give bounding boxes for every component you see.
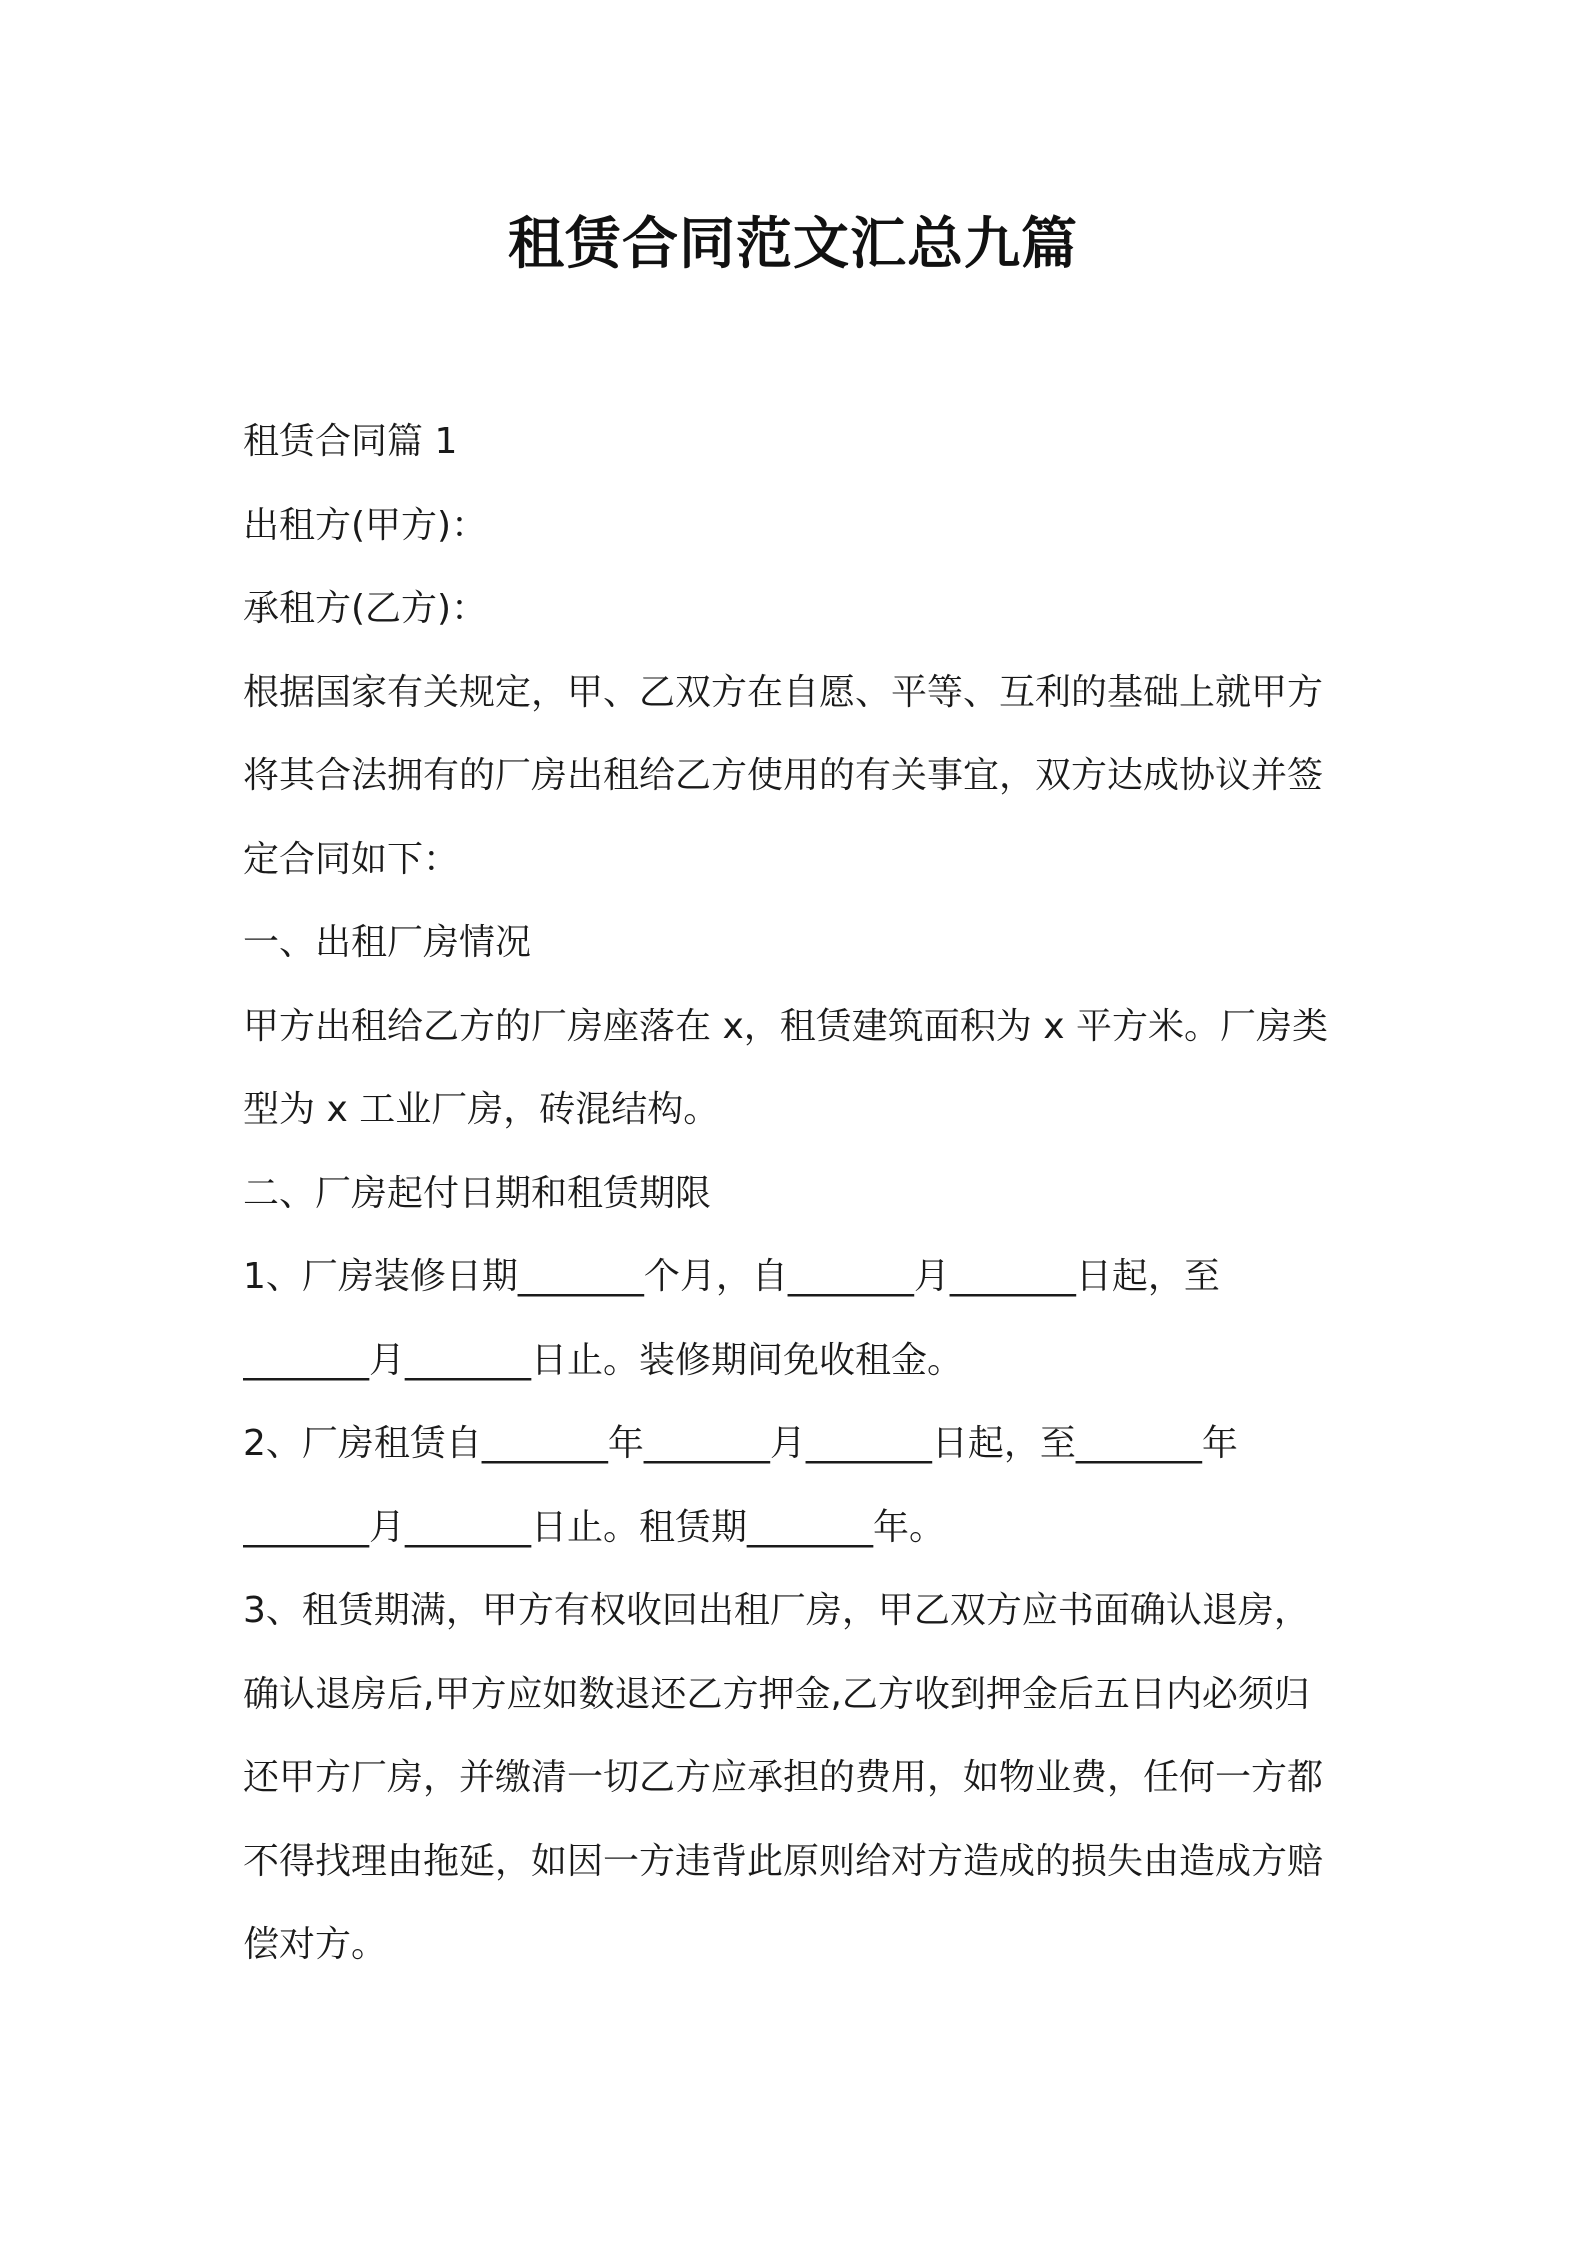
paragraph-line: 确认退房后,甲方应如数退还乙方押金,乙方收到押金后五日内必须归 bbox=[243, 1673, 1310, 1715]
paragraph-line: 根据国家有关规定，甲、乙双方在自愿、平等、互利的基础上就甲方 bbox=[243, 671, 1324, 713]
document-title: 租赁合同范文汇总九篇 bbox=[508, 212, 1078, 277]
document-body bbox=[243, 400, 1363, 1987]
clause-heading: 一、出租厂房情况 bbox=[243, 922, 532, 963]
clause-heading: 二、厂房起付日期和租赁期限 bbox=[243, 1172, 712, 1214]
paragraph-line: _______月_______日止。租赁期_______年。 bbox=[243, 1506, 946, 1548]
paragraph-line: 偿对方。 bbox=[243, 1924, 388, 1965]
paragraph-line: 1、厂房装修日期_______个月，自_______月_______日起，至 bbox=[243, 1256, 1220, 1297]
paragraph-line: 定合同如下： bbox=[243, 838, 460, 880]
paragraph-line: 甲方出租给乙方的厂房座落在 x，租赁建筑面积为 x 平方米。厂房类 bbox=[243, 1005, 1328, 1047]
paragraph-line: 还甲方厂房，并缴清一切乙方应承担的费用，如物业费，任何一方都 bbox=[243, 1757, 1324, 1798]
paragraph-line: 不得找理由拖延，如因一方违背此原则给对方造成的损失由造成方赔 bbox=[243, 1840, 1324, 1882]
paragraph-line: 3、租赁期满，甲方有权收回出租厂房，甲乙双方应书面确认退房， bbox=[243, 1590, 1310, 1631]
lessor-field: 出租方(甲方)： bbox=[243, 504, 488, 546]
lessee-field: 承租方(乙方)： bbox=[243, 588, 488, 629]
paragraph-line: _______月_______日止。装修期间免收租金。 bbox=[243, 1339, 964, 1381]
paragraph-line: 将其合法拥有的厂房出租给乙方使用的有关事宜，双方达成协议并签 bbox=[243, 755, 1324, 796]
paragraph-line: 型为 x 工业厂房，砖混结构。 bbox=[243, 1089, 720, 1130]
section-heading: 租赁合同篇 1 bbox=[243, 421, 458, 462]
paragraph-line: 2、厂房租赁自_______年_______月_______日起，至_______年 bbox=[243, 1423, 1238, 1464]
